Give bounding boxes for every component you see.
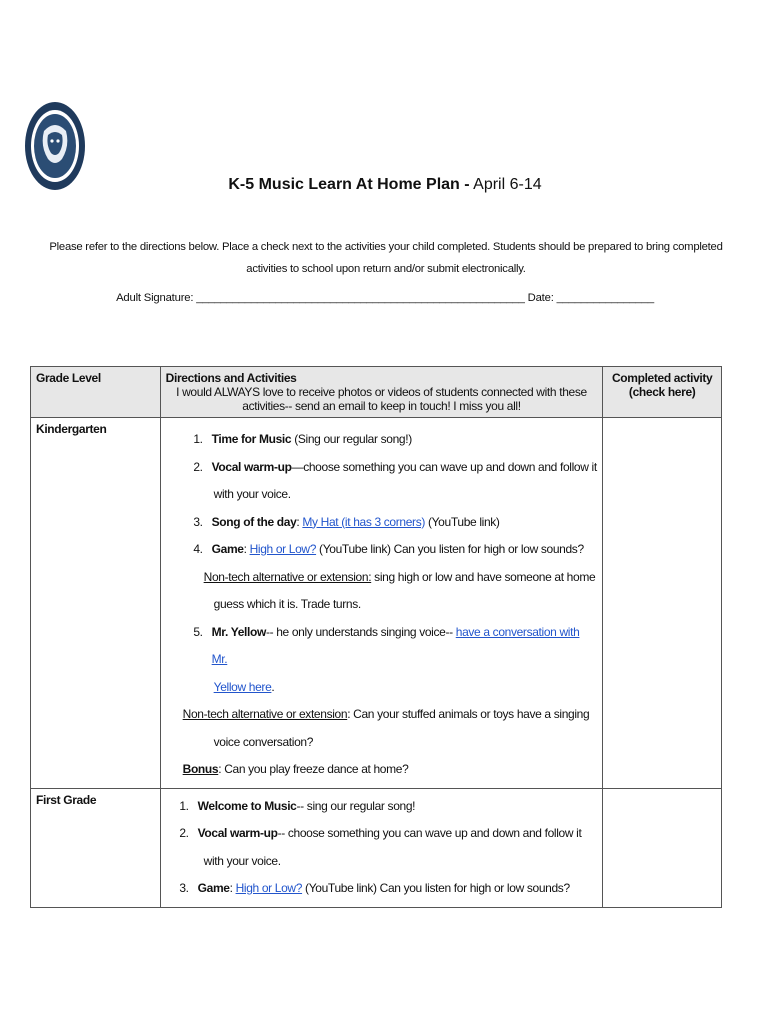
adult-signature-label: Adult Signature: ______________________________________________________ (116, 292, 525, 304)
list-item-continuation: voice conversation? (213, 734, 314, 749)
header-directions-note: I would ALWAYS love to receive photos or videos of students connected with these activities-- send an email to keep in touch! I miss you all! (176, 385, 587, 413)
header-grade-level: Grade Level (31, 367, 161, 418)
page-title: K-5 Music Learn At Home Plan - April 6-14 (228, 176, 542, 193)
list-item: 2. Vocal warm-up—choose something you can wave up and down and follow it (206, 454, 598, 482)
list-item: 1. Welcome to Music-- sing our regular song! (192, 793, 598, 821)
kindergarten-activities (160, 418, 603, 789)
header-directions (160, 367, 603, 418)
first-grade-checkbox-cell[interactable] (603, 788, 722, 907)
nontech-alternative-1: Non-tech alternative or extension: sing high or low and have someone at home (203, 569, 596, 584)
activity-table (30, 366, 722, 908)
list-item: 3. Song of the day: My Hat (it has 3 corners) (YouTube link) (206, 509, 598, 537)
list-item: 5. Mr. Yellow-- he only understands singing voice-- have a conversation with Mr. (206, 619, 598, 674)
header-completed: Completed activity (check here) (603, 367, 722, 418)
list-item-continuation: with your voice. (203, 853, 281, 868)
grade-kindergarten: Kindergarten (31, 418, 161, 789)
list-item-continuation: with your voice. (213, 487, 291, 501)
bonus-activity: Bonus: Can you play freeze dance at home? (182, 762, 409, 776)
table-row-kindergarten (31, 418, 722, 789)
list-item-continuation: guess which it is. Trade turns. (213, 597, 361, 611)
table-row-first-grade (31, 788, 722, 907)
signature-line (0, 292, 770, 304)
mr-yellow-link[interactable]: have a conversation with Mr. (211, 624, 580, 666)
date-label: Date: ________________ (524, 292, 654, 304)
list-item-continuation: Yellow here. (213, 679, 275, 694)
table-header-row (31, 367, 722, 418)
header-directions-title: Directions and Activities (165, 371, 297, 385)
list-item: 3. Game: High or Low? (YouTube link) Can you listen for high or low sounds? (192, 875, 598, 903)
kindergarten-checkbox-cell[interactable] (603, 418, 722, 789)
list-item: 2. Vocal warm-up-- choose something you can wave up and down and follow it (192, 820, 598, 848)
high-or-low-link[interactable]: High or Low? (249, 542, 317, 556)
high-or-low-link-first[interactable]: High or Low? (235, 881, 303, 895)
mr-yellow-link-cont[interactable]: Yellow here (213, 679, 272, 694)
nontech-alternative-2: Non-tech alternative or extension: Can your stuffed animals or toys have a singing (182, 707, 590, 721)
my-hat-link[interactable]: My Hat (it has 3 corners) (302, 514, 425, 529)
first-grade-activities (160, 788, 603, 907)
list-item: 1. Time for Music (Sing our regular song!) (206, 426, 598, 454)
intro-text: Please refer to the directions below. Place a check next to the activities your child completed. Students should be prepared to bring completed activities to school upon return and/or submit electronically. (49, 241, 723, 275)
grade-first-grade: First Grade (31, 788, 161, 907)
list-item: 4. Game: High or Low? (YouTube link) Can you listen for high or low sounds? (206, 536, 598, 564)
